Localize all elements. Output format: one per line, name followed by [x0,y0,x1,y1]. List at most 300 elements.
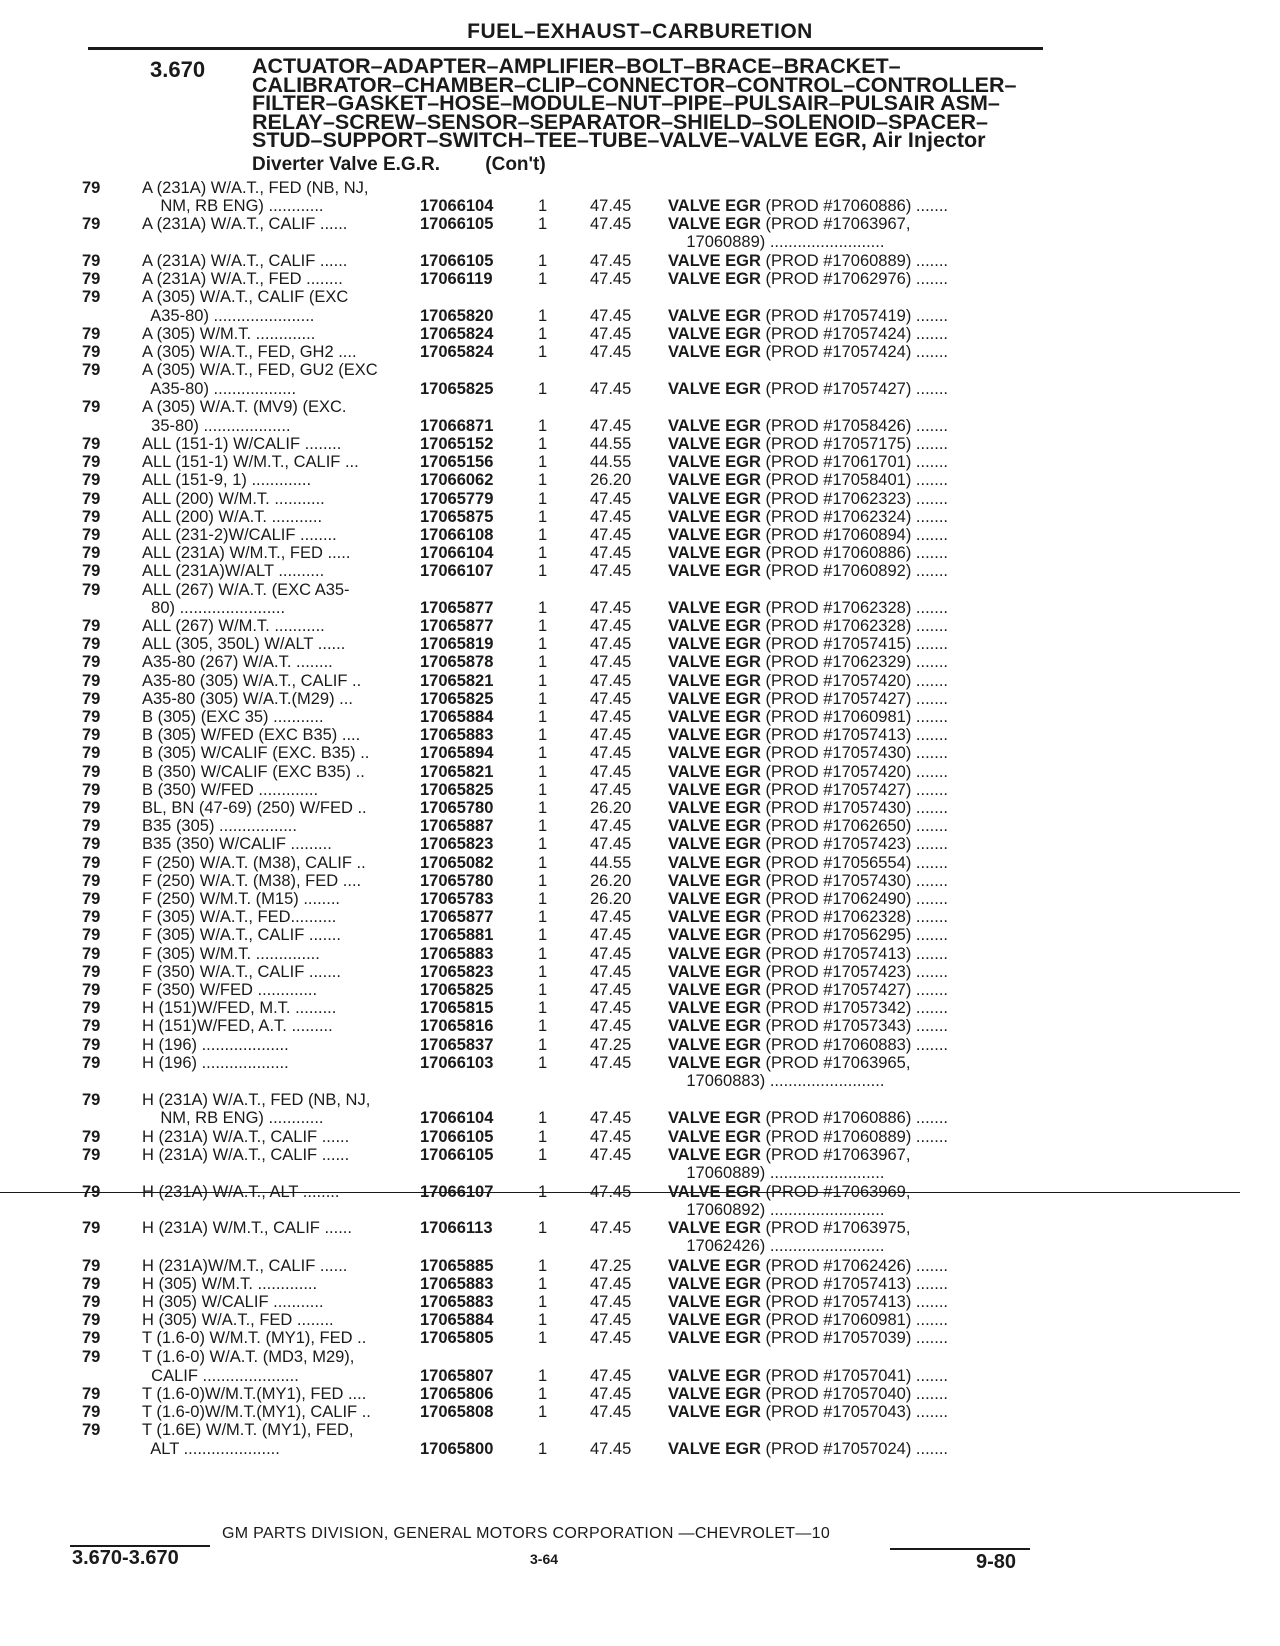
part-number-cell: 17065808 [420,1403,494,1421]
prod-number: (PROD #17063965, [765,1054,911,1072]
prod-number: (PROD #17060889) ....... [765,1128,949,1146]
price-cell: 47.45 [590,690,632,708]
part-number-cell: 17065806 [420,1385,494,1403]
description-cell: T (1.6-0) W/M.T. (MY1), FED .. [142,1329,367,1347]
description-cell: T (1.6-0)W/M.T.(MY1), FED .... [142,1385,367,1403]
year-cell: 79 [82,999,101,1017]
part-type-cell [668,1036,1038,1055]
part-number-cell: 17066103 [420,1054,494,1072]
description-cell: A35-80 (305) W/A.T.(M29) ... [142,690,353,708]
part-type-cell [668,1109,1038,1128]
part-number-cell: 17065082 [420,854,494,872]
description-cell: ALL (231A)W/ALT .......... [142,562,325,580]
part-number-cell: 17065894 [420,744,494,762]
prod-number: (PROD #17057420) ....... [765,672,949,690]
description-cell: A35-80 (305) W/A.T., CALIF .. [142,672,362,690]
part-type-name: VALVE EGR [668,690,761,708]
price-cell: 47.45 [590,1440,632,1458]
description-cell: A (231A) W/A.T., FED ........ [142,270,343,288]
price-cell: 47.45 [590,1183,632,1201]
part-type-name: VALVE EGR [668,417,761,435]
year-cell: 79 [82,690,101,708]
part-type-name: VALVE EGR [668,781,761,799]
quantity-cell: 1 [538,672,548,690]
part-number-cell: 17065837 [420,1036,494,1054]
quantity-cell: 1 [538,1128,548,1146]
prod-number: (PROD #17060886) ....... [765,197,949,215]
description-cell: H (305) W/M.T. ............. [142,1275,318,1293]
year-cell: 79 [82,490,101,508]
part-number-cell: 17065885 [420,1257,494,1275]
quantity-cell: 1 [538,781,548,799]
year-cell: 79 [82,471,101,489]
prod-number-continuation: 17060892) ......................... [668,1201,885,1219]
description-cell: ALL (231-2)W/CALIF ........ [142,526,337,544]
quantity-cell: 1 [538,835,548,853]
prod-number-continuation: 17060889) ......................... [668,1164,885,1182]
part-type-name: VALVE EGR [668,963,761,981]
year-cell: 79 [82,781,101,799]
part-type-cell [668,325,1038,344]
price-cell: 47.45 [590,1367,632,1385]
prod-number: (PROD #17062976) ....... [765,270,949,288]
description-cell: ALL (267) W/M.T. ........... [142,617,325,635]
description-cell: B (350) W/FED ............. [142,781,319,799]
quantity-cell: 1 [538,380,548,398]
year-cell: 79 [82,1054,101,1072]
quantity-cell: 1 [538,854,548,872]
description-cell: A (231A) W/A.T., CALIF ...... [142,215,348,233]
part-number-cell: 17065816 [420,1017,494,1035]
part-type-cell [668,1183,1038,1202]
description-cell: ALL (151-1) W/M.T., CALIF ... [142,453,359,471]
price-cell: 47.45 [590,963,632,981]
part-type-name: VALVE EGR [668,854,761,872]
prod-number: (PROD #17062328) ....... [765,599,949,617]
part-type-cell [668,179,1038,198]
year-cell: 79 [82,361,101,379]
part-number-cell: 17065884 [420,708,494,726]
price-cell: 47.45 [590,599,632,617]
prod-number: (PROD #17060886) ....... [765,544,949,562]
prod-number: (PROD #17057024) ....... [765,1440,949,1458]
year-cell: 79 [82,763,101,781]
part-type-name: VALVE EGR [668,307,761,325]
part-type-cell [668,999,1038,1018]
part-type-name: VALVE EGR [668,435,761,453]
part-type-cell [668,781,1038,800]
part-number-cell: 17065780 [420,872,494,890]
section-title-line: RELAY–SCREW–SENSOR–SEPARATOR–SHIELD–SOLENOID–SPACER– [252,109,988,134]
quantity-cell: 1 [538,908,548,926]
part-number-cell: 17066105 [420,215,494,233]
description-cell: NM, RB ENG) ............ [142,197,324,215]
prod-number: (PROD #17057427) ....... [765,981,949,999]
description-cell: A (305) W/A.T., CALIF (EXC [142,288,349,306]
prod-number: (PROD #17057039) ....... [765,1329,949,1347]
quantity-cell: 1 [538,417,548,435]
description-cell: H (151)W/FED, A.T. ......... [142,1017,333,1035]
part-number-cell: 17065824 [420,343,494,361]
year-cell: 79 [82,1017,101,1035]
year-cell: 79 [82,1036,101,1054]
quantity-cell: 1 [538,926,548,944]
part-type-name: VALVE EGR [668,1385,761,1403]
part-type-name: VALVE EGR [668,1109,761,1127]
part-number-cell: 17066062 [420,471,494,489]
part-type-cell [668,490,1038,509]
part-number-cell: 17065152 [420,435,494,453]
year-cell: 79 [82,854,101,872]
price-cell: 44.55 [590,453,632,471]
description-cell: H (305) W/CALIF ........... [142,1293,324,1311]
part-type-cell [668,544,1038,563]
part-type-cell [668,343,1038,362]
part-number-cell: 17065877 [420,908,494,926]
year-cell: 79 [82,672,101,690]
prod-number: (PROD #17060889) ....... [765,252,949,270]
prod-number: (PROD #17057424) ....... [765,325,949,343]
part-type-cell [668,1403,1038,1422]
part-type-cell [668,508,1038,527]
quantity-cell: 1 [538,945,548,963]
part-type-cell [668,908,1038,927]
price-cell: 26.20 [590,890,632,908]
part-type-cell [668,1421,1038,1440]
part-type-cell [668,1440,1038,1459]
part-number-cell: 17065877 [420,617,494,635]
description-cell: A35-80 (267) W/A.T. ........ [142,653,333,671]
description-cell: B (305) (EXC 35) ........... [142,708,324,726]
price-cell: 47.45 [590,981,632,999]
quantity-cell: 1 [538,1329,548,1347]
part-number-cell: 17065819 [420,635,494,653]
part-number-cell: 17066108 [420,526,494,544]
part-number-cell: 17065884 [420,1311,494,1329]
description-cell: T (1.6E) W/M.T. (MY1), FED, [142,1421,354,1439]
quantity-cell: 1 [538,1183,548,1201]
prod-number: (PROD #17058401) ....... [765,471,949,489]
price-cell: 47.45 [590,490,632,508]
part-type-name: VALVE EGR [668,872,761,890]
prod-number: (PROD #17057343) ....... [765,1017,949,1035]
quantity-cell: 1 [538,1036,548,1054]
part-type-cell [668,252,1038,271]
price-cell: 47.45 [590,1293,632,1311]
description-cell: H (231A)W/M.T., CALIF ...... [142,1257,348,1275]
price-cell: 47.45 [590,817,632,835]
price-cell: 47.45 [590,999,632,1017]
part-type-name: VALVE EGR [668,1275,761,1293]
quantity-cell: 1 [538,197,548,215]
description-cell: ALT ..................... [142,1440,280,1458]
year-cell: 79 [82,872,101,890]
quantity-cell: 1 [538,325,548,343]
quantity-cell: 1 [538,526,548,544]
quantity-cell: 1 [538,599,548,617]
prod-number: (PROD #17062329) ....... [765,653,949,671]
part-type-name: VALVE EGR [668,744,761,762]
part-number-cell: 17066107 [420,562,494,580]
part-type-cell [668,981,1038,1000]
part-type-name: VALVE EGR [668,1017,761,1035]
part-type-cell [668,453,1038,472]
quantity-cell: 1 [538,1146,548,1164]
description-cell: ALL (267) W/A.T. (EXC A35- [142,581,350,599]
prod-number: (PROD #17062324) ....... [765,508,949,526]
price-cell: 47.45 [590,325,632,343]
year-cell: 79 [82,1403,101,1421]
price-cell: 26.20 [590,872,632,890]
part-type-cell [668,617,1038,636]
part-type-name: VALVE EGR [668,1293,761,1311]
price-cell: 47.45 [590,653,632,671]
quantity-cell: 1 [538,708,548,726]
part-type-name: VALVE EGR [668,599,761,617]
price-cell: 47.45 [590,380,632,398]
part-type-name: VALVE EGR [668,999,761,1017]
price-cell: 47.45 [590,781,632,799]
year-cell: 79 [82,981,101,999]
footer-page-number: 3-64 [530,1551,559,1567]
description-cell: H (196) ................... [142,1054,289,1072]
description-cell: ALL (200) W/M.T. ........... [142,490,325,508]
year-cell: 79 [82,1128,101,1146]
part-type-name: VALVE EGR [668,1440,761,1458]
part-type-cell [668,1329,1038,1348]
part-type-name: VALVE EGR [668,653,761,671]
year-cell: 79 [82,835,101,853]
part-type-cell [668,890,1038,909]
part-type-name: VALVE EGR [668,471,761,489]
prod-number: (PROD #17060981) ....... [765,1311,949,1329]
part-type-name: VALVE EGR [668,252,761,270]
part-type-name: VALVE EGR [668,635,761,653]
description-cell: F (250) W/A.T. (M38), CALIF .. [142,854,366,872]
quantity-cell: 1 [538,617,548,635]
year-cell: 79 [82,544,101,562]
part-type-name: VALVE EGR [668,562,761,580]
quantity-cell: 1 [538,817,548,835]
part-number-cell: 17065824 [420,325,494,343]
price-cell: 47.45 [590,1054,632,1072]
section-title-line: STUD–SUPPORT–SWITCH–TEE–TUBE–VALVE–VALVE EGR, Air Injector [252,128,986,152]
price-cell: 47.45 [590,1219,632,1237]
prod-number-continuation: 17062426) ......................... [668,1237,885,1255]
year-cell: 79 [82,508,101,526]
quantity-cell: 1 [538,890,548,908]
part-type-name: VALVE EGR [668,708,761,726]
price-cell: 47.45 [590,908,632,926]
year-cell: 79 [82,1257,101,1275]
part-type-cell [668,854,1038,873]
quantity-cell: 1 [538,508,548,526]
prod-number: (PROD #17060894) ....... [765,526,949,544]
prod-number: (PROD #17063975, [765,1219,911,1237]
part-type-cell [668,1257,1038,1276]
part-type-name: VALVE EGR [668,817,761,835]
description-cell: H (231A) W/M.T., CALIF ...... [142,1219,352,1237]
description-cell: NM, RB ENG) ............ [142,1109,324,1127]
description-cell: A (305) W/M.T. ............. [142,325,316,343]
year-cell: 79 [82,1421,101,1439]
part-type-cell [668,1385,1038,1404]
part-number-cell: 17065823 [420,835,494,853]
part-number-cell: 17066104 [420,197,494,215]
quantity-cell: 1 [538,690,548,708]
part-type-name: VALVE EGR [668,763,761,781]
description-cell: A (305) W/A.T., FED, GH2 .... [142,343,357,361]
part-number-cell: 17065800 [420,1440,494,1458]
year-cell: 79 [82,1385,101,1403]
quantity-cell: 1 [538,963,548,981]
year-cell: 79 [82,325,101,343]
part-number-cell: 17065887 [420,817,494,835]
part-type-name: VALVE EGR [668,835,761,853]
prod-number: (PROD #17057423) ....... [765,963,949,981]
price-cell: 47.45 [590,526,632,544]
prod-number-continuation: 17060883) ......................... [668,1072,885,1090]
quantity-cell: 1 [538,1275,548,1293]
quantity-cell: 1 [538,307,548,325]
quantity-cell: 1 [538,270,548,288]
year-cell: 79 [82,179,101,197]
description-cell: B35 (350) W/CALIF ......... [142,835,332,853]
description-cell: H (231A) W/A.T., FED (NB, NJ, [142,1091,371,1109]
part-type-cell [668,1348,1038,1367]
description-cell: H (231A) W/A.T., CALIF ...... [142,1128,350,1146]
part-number-cell: 17065825 [420,380,494,398]
price-cell: 47.45 [590,1329,632,1347]
part-type-name: VALVE EGR [668,1146,761,1164]
price-cell: 26.20 [590,471,632,489]
part-type-cell [668,1275,1038,1294]
description-cell: H (231A) W/A.T., ALT ........ [142,1183,340,1201]
price-cell: 47.45 [590,1385,632,1403]
year-cell: 79 [82,288,101,306]
section-title-line: ACTUATOR–ADAPTER–AMPLIFIER–BOLT–BRACE–BRACKET– [252,54,901,78]
quantity-cell: 1 [538,435,548,453]
year-cell: 79 [82,653,101,671]
quantity-cell: 1 [538,744,548,762]
prod-number: (PROD #17057430) ....... [765,744,949,762]
description-cell: A35-80) ...................... [142,307,315,325]
price-cell: 47.45 [590,1403,632,1421]
prod-number: (PROD #17057419) ....... [765,307,949,325]
year-cell: 79 [82,799,101,817]
prod-number: (PROD #17063969, [765,1183,911,1201]
part-type-cell [668,197,1038,216]
price-cell: 26.20 [590,799,632,817]
quantity-cell: 1 [538,1219,548,1237]
price-cell: 47.45 [590,1311,632,1329]
footer-date: 9-80 [976,1551,1017,1573]
prod-number: (PROD #17057413) ....... [765,726,949,744]
part-number-cell: 17065883 [420,726,494,744]
description-cell: ALL (305, 350L) W/ALT ...... [142,635,346,653]
price-cell: 47.45 [590,270,632,288]
page-title: FUEL–EXHAUST–CARBURETION [467,20,813,43]
description-cell: H (196) ................... [142,1036,289,1054]
part-type-cell [668,599,1038,618]
part-type-name: VALVE EGR [668,617,761,635]
part-type-name: VALVE EGR [668,526,761,544]
year-cell: 79 [82,1091,101,1109]
price-cell: 47.45 [590,343,632,361]
part-number-cell: 17065883 [420,1293,494,1311]
part-type-name: VALVE EGR [668,1128,761,1146]
part-type-name: VALVE EGR [668,799,761,817]
price-cell: 47.25 [590,1257,632,1275]
part-type-cell [668,1146,1038,1165]
prod-number: (PROD #17060883) ....... [765,1036,949,1054]
part-type-cell [668,526,1038,545]
year-cell: 79 [82,1348,101,1366]
part-type-cell [668,1054,1038,1073]
quantity-cell: 1 [538,763,548,781]
part-type-cell [668,1091,1038,1110]
footer-publisher: GM PARTS DIVISION, GENERAL MOTORS CORPORATION —CHEVROLET—10 [222,1525,831,1542]
year-cell: 79 [82,963,101,981]
part-number-cell: 17065823 [420,963,494,981]
price-cell: 47.45 [590,763,632,781]
description-cell: A (231A) W/A.T., FED (NB, NJ, [142,179,369,197]
part-type-name: VALVE EGR [668,1311,761,1329]
year-cell: 79 [82,708,101,726]
prod-number: (PROD #17062323) ....... [765,490,949,508]
part-type-cell [668,581,1038,600]
description-cell: CALIF ..................... [142,1367,299,1385]
description-cell: A (231A) W/A.T., CALIF ...... [142,252,348,270]
part-number-cell: 17066105 [420,1128,494,1146]
part-type-cell [668,672,1038,691]
part-type-cell [668,435,1038,454]
part-type-name: VALVE EGR [668,453,761,471]
year-cell: 79 [82,635,101,653]
quantity-cell: 1 [538,1054,548,1072]
subtitle-text: Diverter Valve E.G.R. [252,154,440,175]
price-cell: 47.45 [590,1128,632,1146]
year-cell: 79 [82,744,101,762]
year-cell: 79 [82,1183,101,1201]
description-cell: F (350) W/FED ............. [142,981,318,999]
part-type-name: VALVE EGR [668,1183,761,1201]
part-number-cell: 17066113 [420,1219,493,1237]
price-cell: 47.45 [590,252,632,270]
part-type-cell [668,288,1038,307]
year-cell: 79 [82,343,101,361]
prod-number: (PROD #17057430) ....... [765,872,949,890]
part-type-cell [668,307,1038,326]
year-cell: 79 [82,526,101,544]
prod-number: (PROD #17057413) ....... [765,1275,949,1293]
part-type-cell [668,708,1038,727]
part-type-cell [668,417,1038,436]
part-number-cell: 17065877 [420,599,494,617]
description-cell: 80) ....................... [142,599,286,617]
prod-number: (PROD #17057423) ....... [765,835,949,853]
part-type-cell [668,653,1038,672]
quantity-cell: 1 [538,1440,548,1458]
part-number-cell: 17065878 [420,653,494,671]
part-type-cell [668,799,1038,818]
description-cell: B (305) W/CALIF (EXC. B35) .. [142,744,370,762]
year-cell: 79 [82,1275,101,1293]
quantity-cell: 1 [538,635,548,653]
part-type-cell [668,1367,1038,1386]
quantity-cell: 1 [538,343,548,361]
quantity-cell: 1 [538,1293,548,1311]
